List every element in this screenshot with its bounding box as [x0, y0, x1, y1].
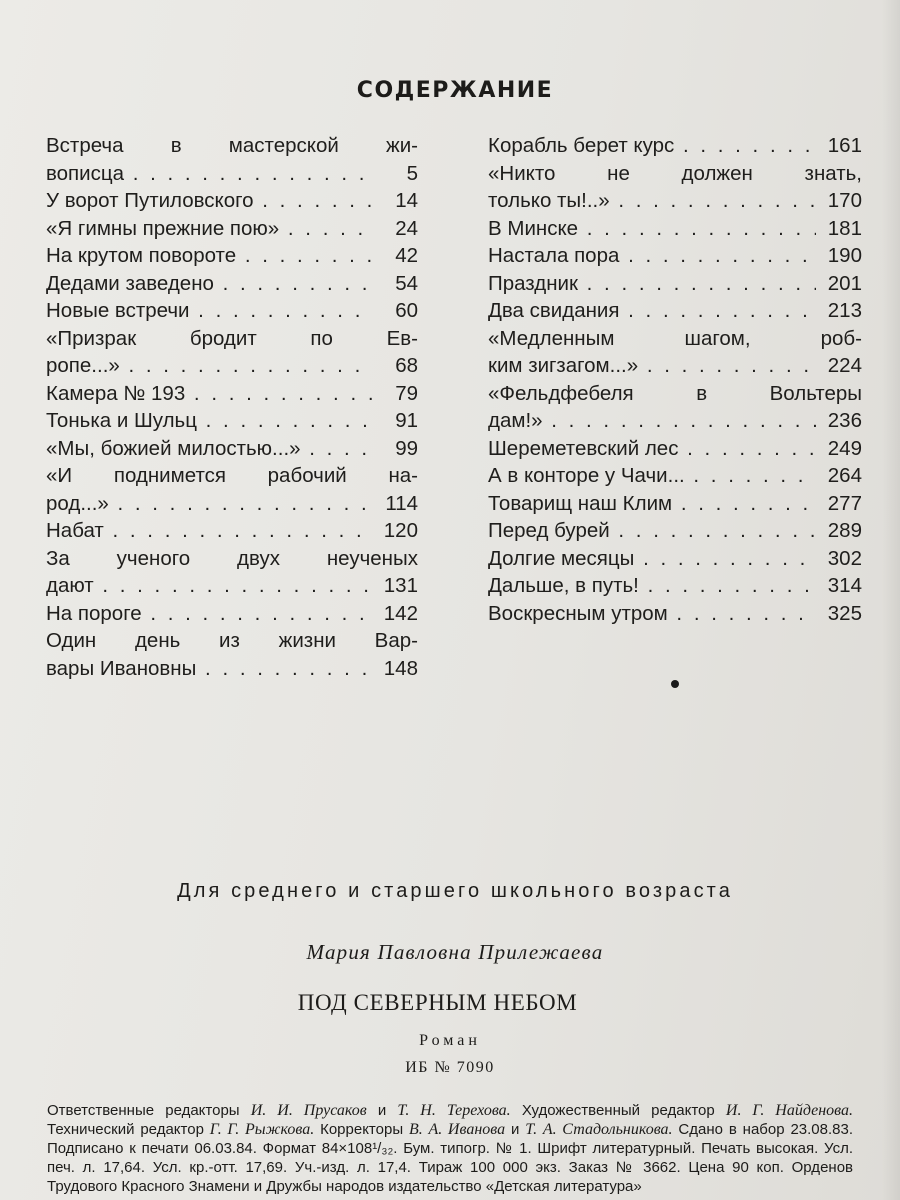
toc-entry-title: Настала пора . . .: [488, 242, 816, 270]
imprint-part: и: [366, 1102, 398, 1119]
toc-entry-page-number: 99: [395, 436, 418, 460]
genre-label: Роман: [419, 1032, 481, 1049]
toc-entry-page-number: 148: [383, 656, 418, 680]
toc-entry-page-number: 314: [827, 574, 862, 597]
imprint-text: [47, 1101, 853, 1196]
toc-entry-title: Праздник . . .: [488, 270, 816, 298]
toc-entry-row: [488, 545, 862, 573]
toc-entry: [46, 270, 418, 298]
toc-entry-page-number: 236: [827, 409, 862, 432]
toc-entry-title: Два свидания . . .: [488, 297, 816, 325]
toc-entry-title: ким зигзагом...» . . .: [488, 352, 816, 380]
toc-entry-title: вописца . . .: [46, 160, 372, 188]
toc-entry-title: На пороге . . .: [46, 600, 372, 628]
toc-entry: [46, 627, 418, 682]
toc-entry-title: «Я гимны прежние пою» . . .: [46, 215, 372, 243]
imprint-corrector-2: Т. А. Стадольникова.: [525, 1121, 673, 1138]
toc-entry-row: [488, 462, 862, 490]
toc-entry: [488, 517, 862, 545]
toc-entry-page-number: 181: [827, 216, 862, 240]
toc-entry-page-number: 142: [383, 601, 418, 625]
toc-entry-row: [488, 270, 862, 298]
toc-entry-title: В Минске . . .: [488, 215, 816, 243]
toc-entry-page-number: 325: [827, 601, 862, 625]
toc-entry-row: [488, 297, 862, 325]
toc-entry-title: Тонька и Шульц . . .: [46, 407, 372, 435]
toc-entry-title-line1: «Медленным шагом, роб-: [488, 326, 862, 350]
toc-entry-page-number: 120: [383, 519, 418, 542]
toc-entry: [488, 242, 862, 270]
toc-entry-title: А в конторе у Чачи... . . .: [488, 462, 816, 490]
toc-entry: [488, 270, 862, 298]
toc-entry-title: На крутом повороте . . .: [46, 242, 372, 270]
toc-entry-page-number: 68: [395, 354, 418, 377]
toc-entry-page-number: 5: [406, 161, 418, 185]
toc-entry-row: [46, 215, 418, 243]
toc-entry-row: [46, 297, 418, 325]
imprint-editor-2: Т. Н. Терехова.: [397, 1102, 511, 1119]
toc-entry-page-number: 91: [395, 409, 418, 432]
toc-entry-page-number: 277: [827, 491, 862, 515]
toc-entry-title: Набат . . .: [46, 517, 372, 545]
toc-entry-title-line1: Один день из жизни Вар-: [46, 629, 418, 652]
toc-entry-row: [46, 160, 418, 188]
toc-entry-title-line1: Встреча в мастерской жи-: [46, 134, 418, 157]
toc-entry: [46, 297, 418, 325]
toc-entry: [46, 407, 418, 435]
toc-entry: [46, 517, 418, 545]
toc-entry-page-number: 289: [827, 519, 862, 542]
imprint-part: Сдано в набор 23.08.83. Подписано к печати 06.03.84. Формат 84×108¹/₃₂. Бум. типогр. № 1. Шрифт литературный. Печать высокая. Усл. печ. л. 17,64. Усл. кр.-отт. 17,69. Уч.-изд. л. 17,4. Тираж 100 000 экз. Заказ № 3662. Цена 90 коп. Орденов Трудового Красного Знамени и Дружбы народов издательство «Детская литература»: [47, 1121, 854, 1195]
toc-entry-row: [488, 407, 862, 435]
toc-entry-title-line1: «Фельдфебеля в Вольтеры: [488, 381, 862, 405]
toc-entry: [488, 462, 862, 490]
toc-entry-row: [488, 435, 862, 463]
toc-entry-title-line1: «И поднимется рабочий на-: [46, 464, 418, 487]
toc-entry: [488, 380, 862, 435]
toc-entry-page-number: 14: [395, 189, 418, 212]
toc-entry-page-number: 224: [827, 354, 862, 377]
toc-entry-title: Дальше, в путь! . . .: [488, 572, 816, 600]
toc-entry-title: ропе...» . . .: [46, 352, 372, 380]
toc-entry-title: Корабль берет курс . . .: [488, 132, 816, 160]
toc-entry-page-number: 54: [395, 271, 418, 295]
toc-entry-title: Шереметевский лес . . .: [488, 435, 816, 463]
toc-entry-page-number: 60: [395, 299, 418, 322]
toc-entry: [46, 380, 418, 408]
toc-entry-page-number: 264: [827, 464, 862, 487]
toc-entry: [46, 187, 418, 215]
toc-entry-title: Новые встречи . . .: [46, 297, 372, 325]
toc-entry-page-number: 302: [827, 546, 862, 570]
toc-entry-page-number: 170: [827, 189, 862, 212]
toc-entry: [488, 545, 862, 573]
toc-left-column: [46, 132, 418, 682]
toc-entry-page-number: 201: [827, 271, 862, 295]
audience-line: Для среднего и старшего школьного возраста: [177, 880, 733, 902]
toc-entry: [46, 132, 418, 187]
toc-entry-title: Товарищ наш Клим . . .: [488, 490, 816, 518]
toc-entry-row: [488, 490, 862, 518]
toc-entry-title: «Мы, божией милостью...» . . .: [46, 435, 372, 463]
toc-entry: [488, 490, 862, 518]
toc-entry-row: [488, 215, 862, 243]
toc-entry-page-number: 131: [383, 574, 418, 597]
toc-entry: [488, 435, 862, 463]
toc-entry-page-number: 79: [395, 381, 418, 405]
toc-entry-page-number: 213: [827, 299, 862, 322]
toc-entry: [488, 572, 862, 600]
imprint-art-editor: И. Г. Найденова.: [725, 1102, 854, 1119]
imprint-corrector-1: В. А. Иванова: [408, 1121, 506, 1138]
toc-entry-page-number: 161: [827, 134, 862, 157]
imprint-part: Ответственные редакторы: [47, 1102, 251, 1119]
toc-entry-title: Дедами заведено . . .: [46, 270, 372, 298]
toc-entry-title: Долгие месяцы . . .: [488, 545, 816, 573]
bullet-dot-mark: [671, 680, 679, 688]
book-title: ПОД СЕВЕРНЫМ НЕБОМ: [297, 990, 578, 1015]
toc-entry-row: [46, 572, 418, 600]
toc-entry-title: род...» . . .: [46, 490, 372, 518]
toc-entry-title: У ворот Путиловского . . .: [46, 187, 372, 215]
toc-entry-row: [46, 600, 418, 628]
imprint-part: Художественный редактор: [510, 1102, 726, 1119]
toc-entry-page-number: 114: [385, 491, 418, 515]
toc-entry-title: Воскресным утром . . .: [488, 600, 816, 628]
toc-entry: [46, 600, 418, 628]
toc-entry: [46, 435, 418, 463]
imprint-part: Технический редактор: [47, 1121, 210, 1138]
toc-entry-row: [488, 600, 862, 628]
toc-right-column: [488, 132, 862, 627]
toc-entry-row: [46, 490, 418, 518]
imprint-part: Корректоры: [314, 1121, 409, 1138]
toc-entry-row: [46, 352, 418, 380]
toc-entry-row: [488, 517, 862, 545]
toc-entry: [488, 325, 862, 380]
toc-entry-row: [46, 435, 418, 463]
toc-entry-row: [46, 655, 418, 683]
toc-entry-row: [46, 270, 418, 298]
toc-entry: [488, 297, 862, 325]
toc-entry: [488, 160, 862, 215]
page-edge-shade: [882, 0, 900, 1200]
toc-entry-page-number: 249: [827, 436, 862, 460]
toc-entry-page-number: 24: [395, 216, 418, 240]
toc-entry: [46, 325, 418, 380]
toc-entry-row: [46, 187, 418, 215]
toc-entry-row: [46, 242, 418, 270]
toc-entry: [488, 215, 862, 243]
toc-entry-title: только ты!..» . . .: [488, 187, 816, 215]
toc-entry-title: вары Ивановны . . .: [46, 655, 372, 683]
toc-entry-row: [488, 572, 862, 600]
toc-entry-title: Камера № 193 . . .: [46, 380, 372, 408]
toc-entry: [46, 215, 418, 243]
contents-heading: СОДЕРЖАНИЕ: [356, 78, 554, 103]
toc-entry-title-line1: «Призрак бродит по Ев-: [46, 326, 418, 350]
toc-entry-title-line1: «Никто не должен знать,: [488, 161, 862, 185]
toc-entry-row: [488, 187, 862, 215]
toc-entry-page-number: 190: [827, 244, 862, 267]
imprint-part: и: [505, 1121, 526, 1138]
toc-entry-title-line1: За ученого двух неученых: [46, 546, 418, 570]
toc-entry-row: [46, 380, 418, 408]
ib-number: ИБ № 7090: [405, 1059, 495, 1076]
toc-entry-page-number: 42: [395, 244, 418, 267]
toc-entry-title: Перед бурей . . .: [488, 517, 816, 545]
toc-entry-title: дают . . .: [46, 572, 372, 600]
toc-entry: [46, 242, 418, 270]
toc-entry-row: [488, 242, 862, 270]
author-name: Мария Павловна Прилежаева: [306, 940, 604, 964]
toc-entry: [488, 132, 862, 160]
toc-entry-row: [46, 407, 418, 435]
toc-entry-row: [488, 352, 862, 380]
toc-entry-row: [46, 517, 418, 545]
toc-entry: [46, 462, 418, 517]
imprint-tech-editor: Г. Г. Рыжкова.: [209, 1121, 315, 1138]
toc-entry-row: [488, 132, 862, 160]
imprint-editor-1: И. И. Прусаков: [250, 1102, 367, 1119]
toc-entry-title: дам!» . . .: [488, 407, 816, 435]
toc-entry: [488, 600, 862, 628]
toc-entry: [46, 545, 418, 600]
